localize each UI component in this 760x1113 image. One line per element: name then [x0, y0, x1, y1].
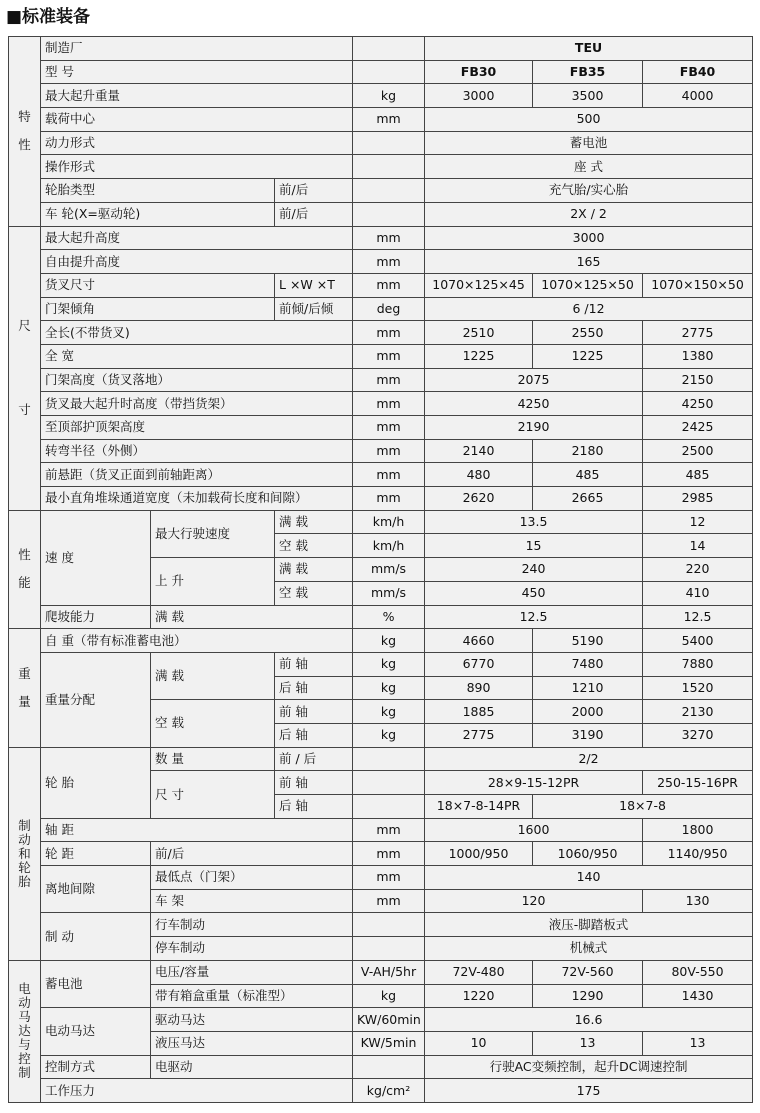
row-load-center: [9, 108, 753, 132]
unit: %: [353, 605, 425, 629]
sub-label: 停车制动: [151, 937, 353, 961]
sub-label: 上 升: [151, 558, 275, 605]
row-label: 货叉最大起升时高度（带挡货架）: [41, 392, 353, 416]
cell-value: 1520: [643, 676, 753, 700]
row-front-overhang: [9, 463, 753, 487]
row-label: 控制方式: [41, 1055, 151, 1079]
sub-label: 空 载: [275, 581, 353, 605]
cell-value: 3000: [425, 226, 753, 250]
cell-value: 14: [643, 534, 753, 558]
row-turning-radius: [9, 439, 753, 463]
unit: mm: [353, 439, 425, 463]
sub-label: 前倾/后倾: [275, 297, 353, 321]
cell-value: 2665: [533, 487, 643, 511]
row-label: 离地间隙: [41, 866, 151, 913]
cell-value: 机械式: [425, 937, 753, 961]
row-label: 转弯半径（外侧）: [41, 439, 353, 463]
cell-value: 18×7-8-14PR: [425, 795, 533, 819]
unit: mm: [353, 842, 425, 866]
unit: km/h: [353, 510, 425, 534]
cell-value: 890: [425, 676, 533, 700]
unit: kg: [353, 723, 425, 747]
cell-value: 行驶AC变频控制，起升DC调速控制: [425, 1055, 753, 1079]
cell-value: 蓄电池: [425, 131, 753, 155]
row-label: 轴 距: [41, 818, 353, 842]
row-pressure: [9, 1079, 753, 1103]
sub-label: 前/后: [151, 842, 353, 866]
unit: KW/5min: [353, 1031, 425, 1055]
cell-value: 1070×125×50: [533, 273, 643, 297]
cell-value: 2775: [425, 723, 533, 747]
cell-value: 2510: [425, 321, 533, 345]
row-label: 轮胎类型: [41, 179, 275, 203]
row-label: 轮 胎: [41, 747, 151, 818]
cell-value: 6 /12: [425, 297, 753, 321]
row-model: [9, 60, 753, 84]
cell-value: 2985: [643, 487, 753, 511]
cell-value: 2/2: [425, 747, 753, 771]
cell-value: 2X / 2: [425, 202, 753, 226]
cell-value: 165: [425, 250, 753, 274]
row-label: 电动马达: [41, 1008, 151, 1055]
cell-value: 130: [643, 889, 753, 913]
cell-value: 1800: [643, 818, 753, 842]
cell-value: 175: [425, 1079, 753, 1103]
sub-label: 前/后: [275, 179, 353, 203]
sub-label: 满 载: [151, 652, 275, 699]
cell-value: 1000/950: [425, 842, 533, 866]
group-label: 性 能: [9, 510, 41, 628]
unit: kg/cm²: [353, 1079, 425, 1103]
sub-label: 后 轴: [275, 795, 353, 819]
row-label: 最大起升高度: [41, 226, 353, 250]
row-label: 制 动: [41, 913, 151, 960]
cell-value: 12.5: [425, 605, 643, 629]
cell-value: 485: [643, 463, 753, 487]
cell-value: 485: [533, 463, 643, 487]
row-label: 门架倾角: [41, 297, 275, 321]
cell-value: 2775: [643, 321, 753, 345]
cell-value: 80V-550: [643, 960, 753, 984]
cell-value: 2190: [425, 416, 643, 440]
unit: deg: [353, 297, 425, 321]
cell-value: 2140: [425, 439, 533, 463]
row-control: [9, 1055, 753, 1079]
cell-value: 座 式: [425, 155, 753, 179]
row-fork-size: [9, 273, 753, 297]
sub-label: 后 轴: [275, 723, 353, 747]
cell-value: 12: [643, 510, 753, 534]
cell-value: 7480: [533, 652, 643, 676]
cell-value: 18×7-8: [533, 795, 753, 819]
row-mast-extended: [9, 392, 753, 416]
cell-value: 1225: [533, 344, 643, 368]
unit: mm: [353, 416, 425, 440]
cell-value: 410: [643, 581, 753, 605]
cell-value: 72V-560: [533, 960, 643, 984]
sub-label: 满 载: [275, 510, 353, 534]
cell-value: 7880: [643, 652, 753, 676]
sub-label: 前 / 后: [275, 747, 353, 771]
sub-label: 车 架: [151, 889, 353, 913]
unit: mm: [353, 818, 425, 842]
group-label: 制 动 和 轮 胎: [9, 747, 41, 960]
cell-value: 16.6: [425, 1008, 753, 1032]
row-label: 速 度: [41, 510, 151, 605]
cell-value: 13.5: [425, 510, 643, 534]
sub-label: 后 轴: [275, 676, 353, 700]
cell-value: 12.5: [643, 605, 753, 629]
row-battery-voltage: [9, 960, 753, 984]
cell-value: 1225: [425, 344, 533, 368]
row-label: 最小直角堆垛通道宽度（未加载荷长度和间隙）: [41, 487, 353, 511]
cell-value: 2000: [533, 700, 643, 724]
row-maker: [9, 37, 753, 61]
row-operation: [9, 155, 753, 179]
unit: V-AH/5hr: [353, 960, 425, 984]
sub-label: 前 轴: [275, 771, 353, 795]
row-service-brake: [9, 913, 753, 937]
row-label: 车 轮(X=驱动轮): [41, 202, 275, 226]
manufacturer-value: TEU: [425, 37, 753, 61]
row-label: 自由提升高度: [41, 250, 353, 274]
cell-value: 液压-脚踏板式: [425, 913, 753, 937]
sub-label: 带有箱盒重量（标准型）: [151, 984, 353, 1008]
unit: mm: [353, 108, 425, 132]
cell-value: 15: [425, 534, 643, 558]
sub-label: 行车制动: [151, 913, 353, 937]
unit: mm: [353, 487, 425, 511]
row-service-weight: [9, 629, 753, 653]
group-label: 特 性: [9, 37, 41, 227]
row-label: 轮 距: [41, 842, 151, 866]
cell-value: 3190: [533, 723, 643, 747]
cell-value: 1140/950: [643, 842, 753, 866]
cell-value: 5190: [533, 629, 643, 653]
cell-value: 28×9-15-12PR: [425, 771, 643, 795]
cell-value: 充气胎/实心胎: [425, 179, 753, 203]
unit: kg: [353, 700, 425, 724]
unit: kg: [353, 84, 425, 108]
row-tire-type: [9, 179, 753, 203]
sub-label: 空 载: [151, 700, 275, 747]
row-label: 蓄电池: [41, 960, 151, 1007]
unit: mm: [353, 889, 425, 913]
cell-value: 2075: [425, 368, 643, 392]
cell-value: 2425: [643, 416, 753, 440]
unit: mm/s: [353, 581, 425, 605]
cell-value: 1380: [643, 344, 753, 368]
cell-value: 4250: [643, 392, 753, 416]
sub-label: 最大行驶速度: [151, 510, 275, 557]
row-label: 门架高度（货叉落地）: [41, 368, 353, 392]
group-label: 电 动 马 达 与 控 制: [9, 960, 41, 1102]
cell-value: 2130: [643, 700, 753, 724]
sub-label: 前 轴: [275, 652, 353, 676]
row-label: 全长(不带货叉): [41, 321, 353, 345]
row-length: [9, 321, 753, 345]
row-free-lift: [9, 250, 753, 274]
unit: mm: [353, 344, 425, 368]
cell-value: 5400: [643, 629, 753, 653]
cell-value: 1885: [425, 700, 533, 724]
cell-value: 72V-480: [425, 960, 533, 984]
sub-label: 前/后: [275, 202, 353, 226]
cell-value: 4250: [425, 392, 643, 416]
model-fb40: FB40: [643, 60, 753, 84]
cell-value: 1290: [533, 984, 643, 1008]
group-label: 重 量: [9, 629, 41, 747]
row-label: 制造厂: [41, 37, 353, 61]
cell-value: 2620: [425, 487, 533, 511]
unit: mm: [353, 866, 425, 890]
sub-label: 最低点（门架）: [151, 866, 353, 890]
cell-value: 1220: [425, 984, 533, 1008]
cell-value: 6770: [425, 652, 533, 676]
unit: km/h: [353, 534, 425, 558]
group-label: 尺 寸: [9, 226, 41, 510]
row-label: 重量分配: [41, 652, 151, 747]
cell-value: 4000: [643, 84, 753, 108]
unit: mm/s: [353, 558, 425, 582]
unit: mm: [353, 273, 425, 297]
cell-value: 2180: [533, 439, 643, 463]
row-tyre-qty: [9, 747, 753, 771]
cell-value: 250-15-16PR: [643, 771, 753, 795]
row-power: [9, 131, 753, 155]
row-label: 全 宽: [41, 344, 353, 368]
cell-value: 4660: [425, 629, 533, 653]
row-label: 操作形式: [41, 155, 353, 179]
row-label: 爬坡能力: [41, 605, 151, 629]
unit: KW/60min: [353, 1008, 425, 1032]
row-label: 载荷中心: [41, 108, 353, 132]
cell-value: 480: [425, 463, 533, 487]
page-title: ■标准装备: [6, 7, 91, 27]
row-label: 前悬距（货叉正面到前轴距离）: [41, 463, 353, 487]
unit: kg: [353, 984, 425, 1008]
cell-value: 10: [425, 1031, 533, 1055]
cell-value: 1210: [533, 676, 643, 700]
cell-value: 3270: [643, 723, 753, 747]
unit: mm: [353, 368, 425, 392]
cell-value: 13: [643, 1031, 753, 1055]
cell-value: 2500: [643, 439, 753, 463]
row-width: [9, 344, 753, 368]
sub-label: 电驱动: [151, 1055, 353, 1079]
row-capacity: [9, 84, 753, 108]
row-tilt: [9, 297, 753, 321]
unit: kg: [353, 629, 425, 653]
cell-value: 140: [425, 866, 753, 890]
row-wheels: [9, 202, 753, 226]
cell-value: 2550: [533, 321, 643, 345]
row-label: 最大起升重量: [41, 84, 353, 108]
cell-value: 1060/950: [533, 842, 643, 866]
row-load-front: [9, 652, 753, 676]
row-tread: [9, 842, 753, 866]
sub-label: 液压马达: [151, 1031, 353, 1055]
unit: mm: [353, 392, 425, 416]
row-label: 至顶部护顶架高度: [41, 416, 353, 440]
unit: kg: [353, 652, 425, 676]
cell-value: 450: [425, 581, 643, 605]
cell-value: 2150: [643, 368, 753, 392]
row-label: 型 号: [41, 60, 353, 84]
sub-label: 空 载: [275, 534, 353, 558]
cell-value: 1070×150×50: [643, 273, 753, 297]
cell-value: 1430: [643, 984, 753, 1008]
cell-value: 500: [425, 108, 753, 132]
row-gradeability: [9, 605, 753, 629]
row-overhead-guard: [9, 416, 753, 440]
row-label: 货叉尺寸: [41, 273, 275, 297]
cell-value: 1600: [425, 818, 643, 842]
row-label: 动力形式: [41, 131, 353, 155]
sub-label: 驱动马达: [151, 1008, 353, 1032]
row-label: 自 重（带有标准蓄电池）: [41, 629, 353, 653]
sub-label: 电压/容量: [151, 960, 353, 984]
sub-label: 尺 寸: [151, 771, 275, 818]
row-clearance-lowest: [9, 866, 753, 890]
unit: mm: [353, 250, 425, 274]
cell-value: 13: [533, 1031, 643, 1055]
sub-label: L ×W ×T: [275, 273, 353, 297]
unit: mm: [353, 226, 425, 250]
row-max-lift: [9, 226, 753, 250]
sub-label: 满 载: [151, 605, 353, 629]
row-label: 工作压力: [41, 1079, 353, 1103]
unit: mm: [353, 463, 425, 487]
row-mast-lowered: [9, 368, 753, 392]
sub-label: 满 载: [275, 558, 353, 582]
sub-label: 数 量: [151, 747, 275, 771]
unit: kg: [353, 676, 425, 700]
cell-value: 220: [643, 558, 753, 582]
cell-value: 1070×125×45: [425, 273, 533, 297]
cell-value: 3000: [425, 84, 533, 108]
row-aisle-width: [9, 487, 753, 511]
model-fb30: FB30: [425, 60, 533, 84]
sub-label: 前 轴: [275, 700, 353, 724]
model-fb35: FB35: [533, 60, 643, 84]
unit: mm: [353, 321, 425, 345]
cell-value: 240: [425, 558, 643, 582]
row-travel-loaded: [9, 510, 753, 534]
spec-table: [8, 36, 753, 1103]
row-wheelbase: [9, 818, 753, 842]
cell-value: 3500: [533, 84, 643, 108]
cell-value: 120: [425, 889, 643, 913]
row-drive-motor: [9, 1008, 753, 1032]
